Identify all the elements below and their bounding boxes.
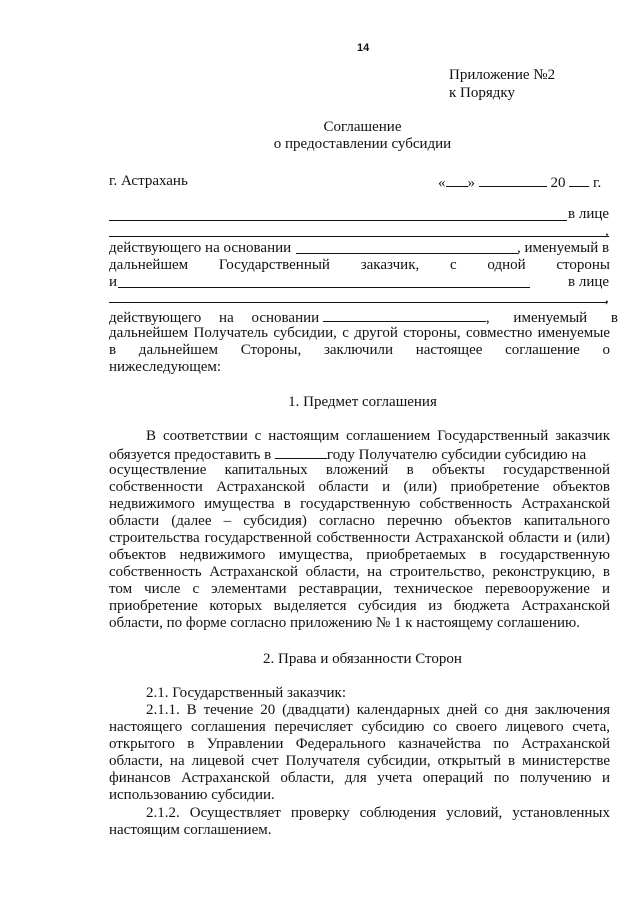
basis2-blank <box>323 308 486 322</box>
s21-line: 2.1. Государственный заказчик: <box>146 685 347 701</box>
comma-1: , <box>605 223 609 239</box>
year-blank-s1 <box>275 445 327 459</box>
basis-suffix: , именуемый в <box>517 240 610 256</box>
s1-line-8: объектов недвижимого имущества, приобретаемых в государственную <box>109 547 610 563</box>
comma-2: , <box>605 290 609 306</box>
city: г. Астрахань <box>109 173 188 189</box>
recipient-name-blank <box>118 287 530 288</box>
s1-l2-post: году Получателю субсидии субсидию на <box>326 447 587 463</box>
basis2-prefix: действующего на основании <box>109 310 320 326</box>
in-person-label-2: в лице <box>568 274 610 290</box>
basis2-suffix: , именуемый в <box>485 310 619 326</box>
s1-line-10: том числе с элементами реставрации, техническое перевооружение и <box>109 581 610 597</box>
customer-line: дальнейшем Государственный заказчик, с одной стороны <box>109 257 610 273</box>
year-prefix: 20 <box>550 175 566 191</box>
s211-line-5: финансов Астраханской области, для учета операций по получению и <box>109 770 610 786</box>
s1-line-4: собственности Астраханской области и (или) приобретение объектов <box>109 479 610 495</box>
and-label: и <box>109 274 118 290</box>
s1-line-5: недвижимого имущества в государственную собственность Астраханской <box>109 496 610 512</box>
basis-blank <box>296 253 518 254</box>
s1-line-9: собственность Астраханской области, на строительство, реконструкцию, в <box>109 564 610 580</box>
s211-line-4: области, на лицевой счет Получателя субсидии, открытый в министерстве <box>109 753 610 769</box>
day-blank <box>446 173 468 187</box>
appendix-order: к Порядку <box>449 85 515 101</box>
section2-heading: 2. Права и обязанности Сторон <box>263 651 462 667</box>
customer-rep-blank <box>109 236 609 237</box>
month-blank <box>479 173 547 187</box>
date-open-quote: « <box>438 175 446 191</box>
s212-line-2: настоящим соглашением. <box>109 822 272 838</box>
page-number: 14 <box>357 42 370 54</box>
recipient-line: дальнейшем Получатель субсидии, с другой стороны, совместно именуемые <box>109 325 610 341</box>
year-blank <box>569 173 589 187</box>
document-title: Соглашение <box>323 119 402 135</box>
s1-line-3: осуществление капитальных вложений в объекты государственной <box>109 462 610 478</box>
s211-line-3: открытого в Управлении Федерального казначейства по Астраханской <box>109 736 610 752</box>
recipient-rep-blank <box>109 302 607 303</box>
s1-line-7: строительства государственной собственности Астраханской области и (или) <box>109 530 610 546</box>
in-person-label: в лице <box>568 206 610 222</box>
s1-l2-pre: обязуется предоставить в <box>109 447 272 463</box>
section1-heading: 1. Предмет соглашения <box>288 394 437 410</box>
date-close-quote: » <box>467 175 475 191</box>
basis-prefix: действующего на основании <box>109 240 292 256</box>
below-line: нижеследующем: <box>109 359 222 375</box>
s212-line-1: 2.1.2. Осуществляет проверку соблюдения условий, установленных <box>146 805 610 821</box>
s1-line-12: области, по форме согласно приложению № 1 к настоящему соглашению. <box>109 615 580 631</box>
document-subtitle: о предоставлении субсидии <box>273 136 452 152</box>
appendix-label: Приложение №2 <box>449 67 556 83</box>
s1-line-11: приобретение которых выделяется субсидия из бюджета Астраханской <box>109 598 610 614</box>
s1-line-6: области (далее – субсидия) согласно перечню объектов капитального <box>109 513 610 529</box>
customer-name-blank <box>109 220 567 221</box>
s211-line-1: 2.1.1. В течение 20 (двадцати) календарных дней со дня заключения <box>146 702 610 718</box>
s1-line-1: В соответствии с настоящим соглашением Государственный заказчик <box>146 428 610 444</box>
date-line <box>438 173 601 192</box>
sides-line: в дальнейшем Стороны, заключили настоящее соглашение о <box>109 342 610 358</box>
s211-line-6: использованию субсидии. <box>109 787 275 803</box>
s211-line-2: настоящего соглашения перечисляет субсидию со своего лицевого счета, <box>109 719 610 735</box>
year-suffix: г. <box>593 175 602 191</box>
